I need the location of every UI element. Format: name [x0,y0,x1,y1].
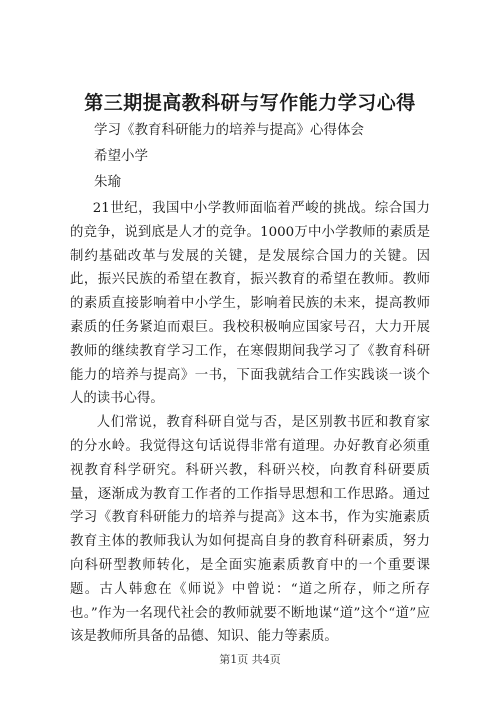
document-subtitle: 学习《教育科研能力的培养与提高》心得体会 [94,122,364,138]
document-body [70,197,430,649]
body-paragraph: 人们常说，教育科研自觉与否，是区别教书匠和教育家的分水岭。我觉得这句话说得非常有道理。办好教育必须重视教育科学研究。科研兴教，科研兴校，向教育科研要质量，逐渐成为教育工作者的工作指导思想和工作思路。通过学习《教育科研能力的培养与提高》这本书，作为实施素质教育主体的教师我认为如何提高自身的教育科研素质，努力向科研型教师转化，是全面实施素质教育中的一个重要课题。古人韩愈在《师说》中曾说：“道之所存，师之所存也。”作为一名现代社会的教师就要不断地谋“道”这个“道”应该是教师所具备的品德、知识、能力等素质。 [70,415,430,645]
author-name: 朱瑜 [94,174,121,190]
school-name: 希望小学 [94,148,148,164]
page-footer: 第1页 共4页 [219,653,281,666]
document-title: 第三期提高教科研与写作能力学习心得 [84,92,416,114]
body-paragraph: 21世纪，我国中小学教师面临着严峻的挑战。综合国力的竞争，说到底是人才的竞争。1000万中小学教师的素质是制约基础改革与发展的关键，是发展综合国力的关键。因此，振兴民族的希望在教育，振兴教育的希望在教师。教师的素质直接影响着中小学生，影响着民族的未来，提高教师素质的任务紧迫而艰巨。我校积极响应国家号召，大力开展教师的继续教育学习工作，在寒假期间我学习了《教育科研能力的培养与提高》一书，下面我就结合工作实践谈一谈个人的读书心得。 [70,201,430,407]
